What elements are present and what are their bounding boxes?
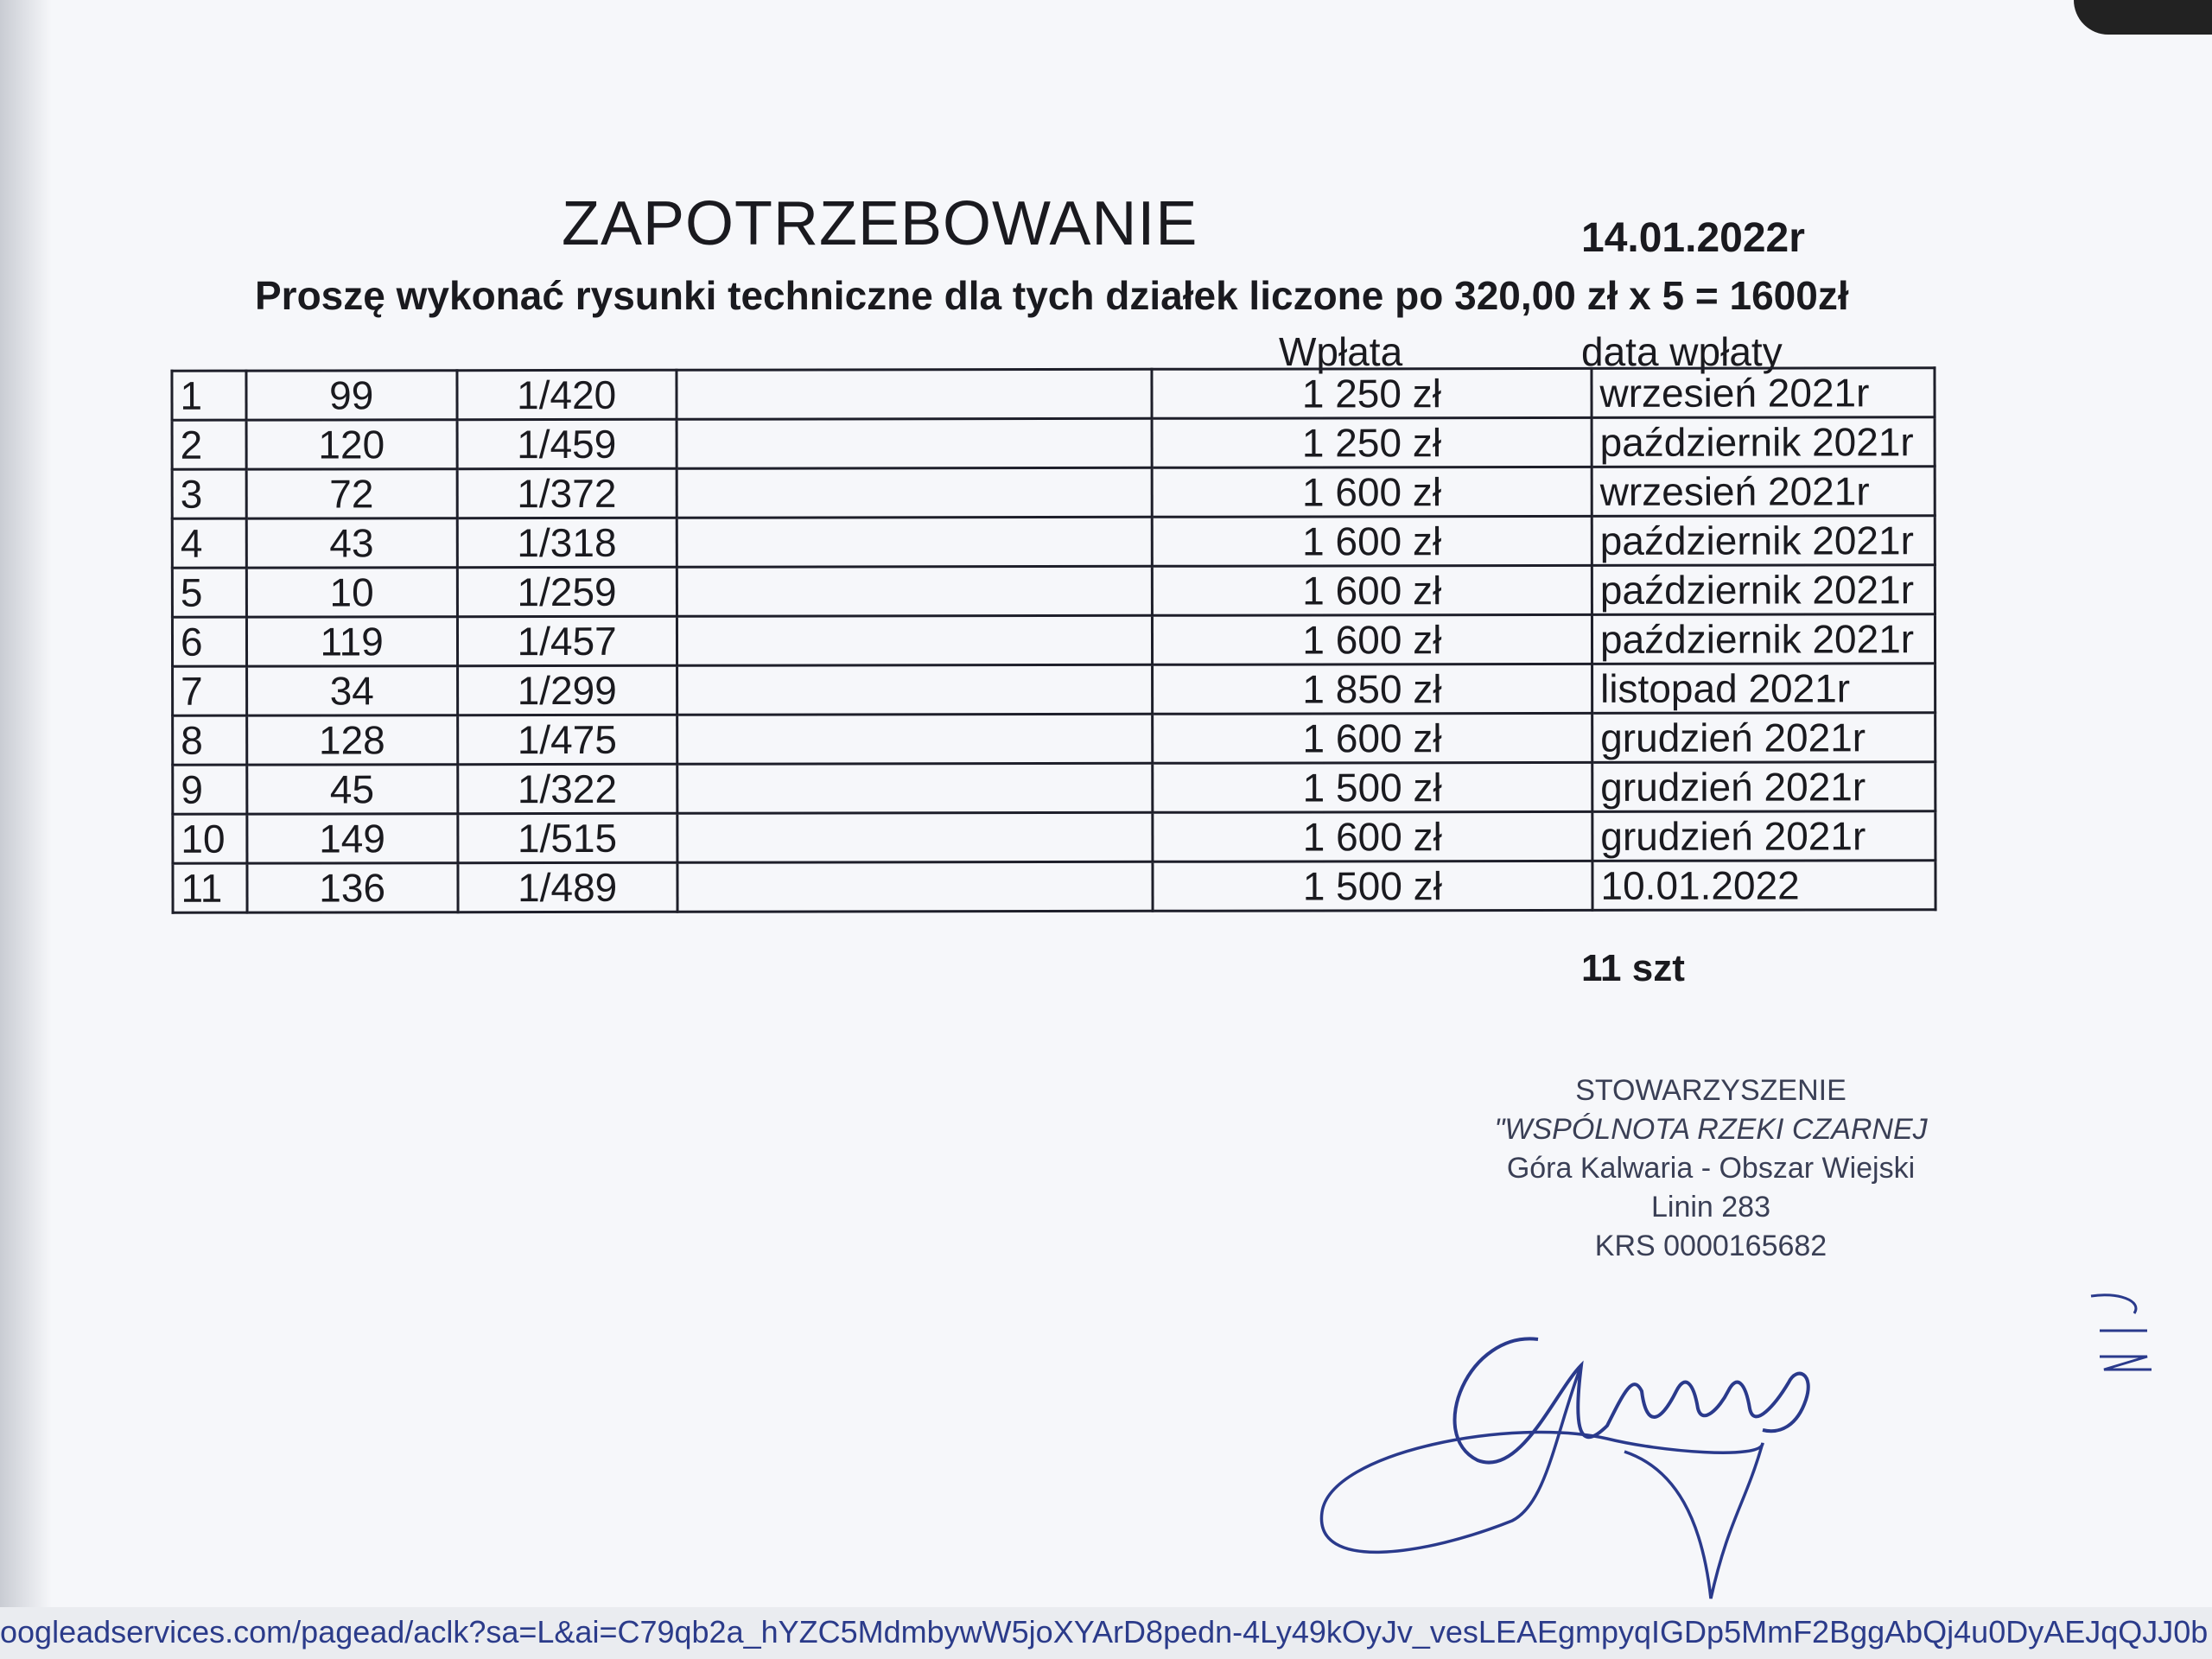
stamp-line: Linin 283: [1650, 1191, 1770, 1224]
row-number: 10: [173, 814, 247, 863]
plot-id: 1/299: [457, 665, 677, 715]
payment-date: grudzień 2021r: [1592, 713, 1936, 763]
row-number: 3: [172, 469, 246, 518]
table-row: [172, 467, 1935, 519]
plot-number: 136: [247, 863, 458, 912]
table-row: [173, 664, 1936, 716]
row-number: 6: [172, 617, 246, 666]
table-row: [172, 614, 1935, 667]
stamp-line: Góra Kalwaria - Obszar Wiejski: [1506, 1152, 1916, 1185]
payment-date: październik 2021r: [1592, 417, 1935, 467]
row-number: 7: [173, 666, 247, 715]
plot-number: 45: [246, 765, 457, 814]
plot-id: 1/475: [457, 715, 677, 764]
payment-date: grudzień 2021r: [1592, 811, 1936, 861]
empty-cell: [677, 812, 1153, 862]
stamp-line: KRS 0000165682: [1594, 1230, 1827, 1262]
total-count: 11 szt: [1581, 947, 1685, 989]
payment-date: wrzesień 2021r: [1592, 467, 1935, 517]
empty-cell: [677, 714, 1152, 764]
plot-id: 1/515: [457, 813, 677, 862]
payment-date: 10.01.2022: [1592, 861, 1936, 911]
row-number: 2: [172, 420, 246, 469]
plot-number: 120: [246, 420, 457, 469]
empty-cell: [677, 566, 1152, 616]
empty-cell: [677, 467, 1152, 518]
payment-amount: 1 600 zł: [1152, 467, 1592, 517]
table-row: [173, 762, 1936, 815]
payment-date: listopad 2021r: [1592, 664, 1936, 714]
table-row: [172, 368, 1935, 421]
payment-amount: 1 500 zł: [1152, 762, 1592, 812]
payment-date: październik 2021r: [1592, 516, 1935, 566]
payment-amount: 1 850 zł: [1152, 664, 1592, 714]
empty-cell: [677, 861, 1153, 912]
url-text[interactable]: oogleadservices.com/pagead/aclk?sa=L&ai=C79qb2a_hYZC5MdmbywW5joXYArD8pedn-4Ly49kOyJv_vesLEAEgmpyqIGDp5MmF2BggAbQj4u0DyAEJqQJJ0b: [0, 1607, 2212, 1659]
plot-number: 149: [247, 814, 458, 863]
table-row: [173, 811, 1936, 864]
payment-amount: 1 600 zł: [1152, 565, 1592, 615]
payment-amount: 1 250 zł: [1152, 417, 1592, 467]
payment-amount: 1 600 zł: [1153, 811, 1592, 861]
payment-date: październik 2021r: [1592, 565, 1935, 615]
plot-number: 119: [246, 617, 457, 666]
table-row: [173, 713, 1936, 766]
plot-id: 1/259: [457, 567, 677, 616]
empty-cell: [677, 517, 1152, 567]
document-title: ZAPOTRZEBOWANIE: [562, 189, 1198, 258]
corner-shadow: [2074, 0, 2212, 35]
row-number: 8: [173, 715, 247, 765]
table-row: [172, 417, 1935, 470]
row-number: 11: [173, 863, 247, 912]
payment-amount: 1 500 zł: [1153, 861, 1592, 911]
plot-id: 1/318: [457, 518, 677, 567]
stamp-line: "WSPÓLNOTA RZEKI CZARNEJ: [1494, 1113, 1928, 1146]
empty-cell: [677, 763, 1152, 813]
plots-table: [170, 366, 1936, 914]
table-row: [172, 516, 1935, 569]
payment-amount: 1 600 zł: [1152, 516, 1592, 566]
row-number: 5: [172, 568, 246, 617]
plot-id: 1/322: [457, 764, 677, 813]
plot-id: 1/489: [458, 862, 677, 912]
empty-cell: [677, 664, 1152, 715]
plot-id: 1/459: [457, 419, 677, 468]
row-number: 9: [173, 765, 247, 814]
empty-cell: [677, 615, 1152, 665]
plot-number: 43: [246, 518, 457, 568]
empty-cell: [677, 369, 1152, 419]
plot-id: 1/457: [457, 616, 677, 665]
empty-cell: [677, 418, 1152, 468]
payment-date: grudzień 2021r: [1592, 762, 1936, 812]
payment-date: październik 2021r: [1592, 614, 1935, 664]
header-payment: Wpłata: [1279, 329, 1403, 374]
table-row: [173, 861, 1936, 913]
stamp-line: STOWARZYSZENIE: [1575, 1074, 1847, 1107]
plot-number: 34: [246, 666, 457, 715]
document-date: 14.01.2022r: [1581, 215, 1805, 261]
payment-date: wrzesień 2021r: [1592, 368, 1935, 418]
row-number: 4: [172, 518, 246, 568]
plot-number: 10: [246, 568, 457, 617]
plot-number: 99: [246, 371, 457, 420]
plot-number: 72: [246, 469, 457, 518]
plot-id: 1/420: [457, 370, 677, 419]
plot-number: 128: [246, 715, 457, 765]
row-number: 1: [172, 371, 246, 420]
organization-stamp: [1469, 1071, 1953, 1266]
payment-amount: 1 250 zł: [1152, 368, 1592, 418]
header-payment-date: data wpłaty: [1581, 329, 1783, 374]
document-subtitle: Proszę wykonać rysunki techniczne dla tych działek liczone po 320,00 zł x 5 = 1600zł: [255, 273, 1849, 318]
payment-amount: 1 600 zł: [1152, 713, 1592, 763]
plot-id: 1/372: [457, 468, 677, 518]
payment-amount: 1 600 zł: [1152, 614, 1592, 664]
handwritten-signature: [1296, 1262, 2160, 1607]
table-row: [172, 565, 1935, 618]
page-edge-shadow: [0, 0, 52, 1607]
